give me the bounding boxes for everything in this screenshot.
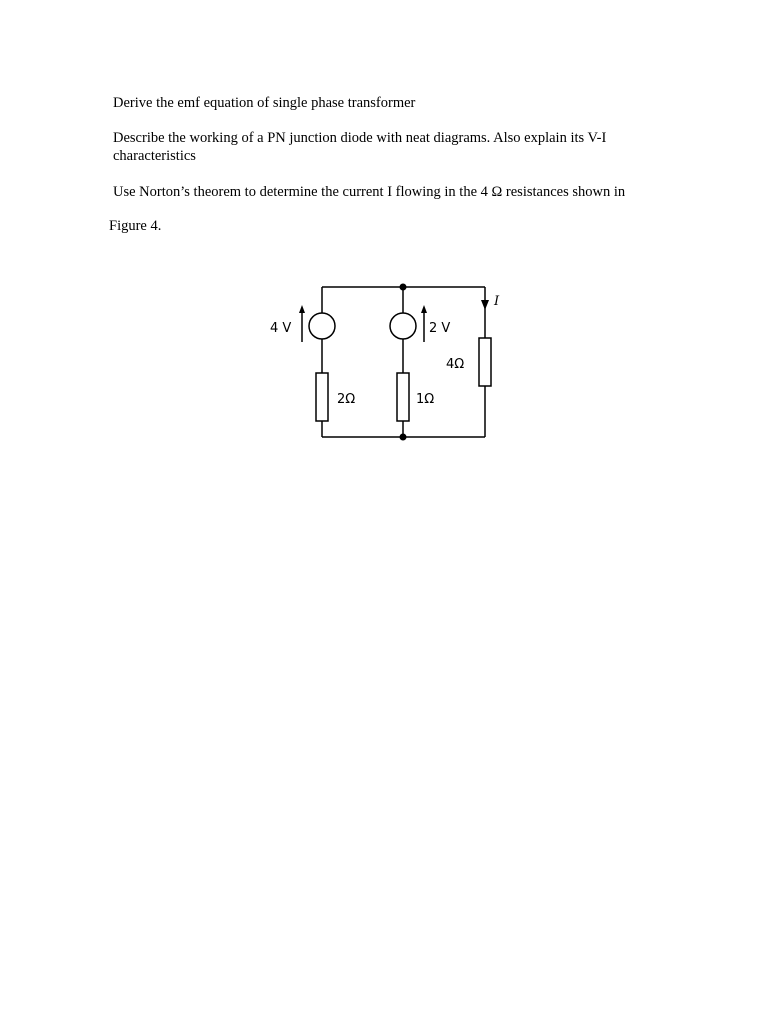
arrow-up-left-icon bbox=[299, 305, 305, 313]
resistor-right bbox=[479, 338, 491, 386]
label-source-middle: 2 V bbox=[429, 321, 451, 336]
label-resistor-middle: 1Ω bbox=[416, 392, 435, 407]
voltage-source-left bbox=[309, 313, 335, 339]
label-resistor-left: 2Ω bbox=[337, 392, 356, 407]
junction-bottom bbox=[400, 434, 407, 441]
question-1: Derive the emf equation of single phase transformer bbox=[113, 95, 416, 111]
label-resistor-right: 4Ω bbox=[446, 357, 465, 372]
current-arrow-down-icon bbox=[481, 300, 489, 310]
resistor-left bbox=[316, 373, 328, 421]
circuit-diagram bbox=[260, 280, 510, 450]
figure-caption: Figure 4. bbox=[109, 218, 162, 234]
arrow-up-middle-icon bbox=[421, 305, 427, 313]
question-3: Use Norton’s theorem to determine the current I flowing in the 4 Ω resistances shown in bbox=[113, 184, 626, 200]
label-current: I bbox=[494, 294, 500, 309]
junction-top bbox=[400, 284, 407, 291]
label-source-left: 4 V bbox=[270, 321, 292, 336]
voltage-source-middle bbox=[390, 313, 416, 339]
question-2: Describe the working of a PN junction diode with neat diagrams. Also explain its V-I characteristics bbox=[113, 130, 607, 164]
resistor-middle bbox=[397, 373, 409, 421]
